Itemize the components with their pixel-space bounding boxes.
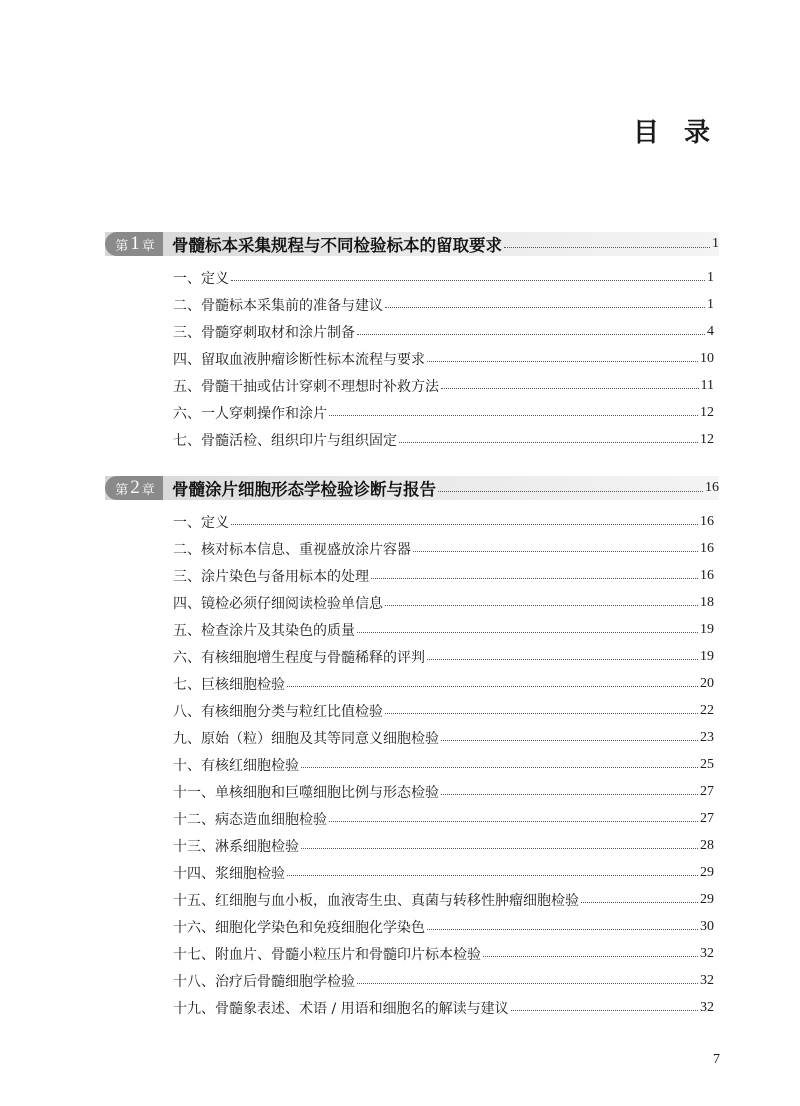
entry-label: 二、骨髓标本采集前的准备与建议 — [173, 297, 383, 314]
chapter-1 — [105, 232, 719, 453]
dot-leader — [511, 1010, 698, 1011]
entry-page-number: 19 — [700, 621, 714, 637]
entry-page-number: 25 — [700, 756, 714, 772]
chapter-title: 骨髓标本采集规程与不同检验标本的留取要求 — [172, 236, 502, 255]
dot-leader — [301, 848, 698, 849]
entry-label: 十三、淋系细胞检验 — [173, 838, 299, 855]
page-number: 7 — [713, 1052, 720, 1067]
entry-label: 一、定义 — [173, 514, 229, 531]
toc-entry[interactable] — [173, 724, 714, 751]
chapter-header[interactable] — [105, 476, 719, 500]
dot-leader — [385, 605, 698, 606]
dot-leader — [438, 491, 703, 492]
toc-entry[interactable] — [173, 345, 714, 372]
toc-entry[interactable] — [173, 318, 714, 345]
toc-entry[interactable] — [173, 562, 714, 589]
entry-page-number: 27 — [700, 783, 714, 799]
chapter-badge — [105, 476, 163, 500]
entry-page-number: 32 — [700, 999, 714, 1015]
entry-page-number: 16 — [700, 567, 714, 583]
entry-label: 九、原始（粒）细胞及其等同意义细胞检验 — [173, 730, 439, 747]
entry-label: 十一、单核细胞和巨噬细胞比例与形态检验 — [173, 784, 439, 801]
chapter-badge-number: 2 — [130, 477, 140, 498]
dot-leader — [329, 415, 698, 416]
entry-page-number: 10 — [700, 350, 714, 366]
dot-leader — [357, 334, 705, 335]
entry-page-number: 16 — [700, 540, 714, 556]
entry-label: 十八、治疗后骨髓细胞学检验 — [173, 973, 355, 990]
entry-label: 十四、浆细胞检验 — [173, 865, 285, 882]
toc-entry[interactable] — [173, 832, 714, 859]
toc-entry[interactable] — [173, 508, 714, 535]
entry-page-number: 22 — [700, 702, 714, 718]
toc-entry[interactable] — [173, 535, 714, 562]
entry-page-number: 11 — [700, 377, 714, 393]
entry-page-number: 32 — [700, 972, 714, 988]
dot-leader — [385, 713, 698, 714]
chapter-2-entries — [173, 508, 714, 1021]
dot-leader — [357, 983, 698, 984]
dot-leader — [413, 551, 698, 552]
chapter-badge-suffix: 章 — [141, 482, 155, 498]
toc-entry[interactable] — [173, 751, 714, 778]
toc-entry[interactable] — [173, 913, 714, 940]
toc-entry[interactable] — [173, 805, 714, 832]
entry-page-number: 29 — [700, 864, 714, 880]
toc-entry[interactable] — [173, 670, 714, 697]
entry-label: 十九、骨髓象表述、术语 / 用语和细胞名的解读与建议 — [173, 1000, 509, 1017]
entry-label: 三、涂片染色与备用标本的处理 — [173, 568, 369, 585]
chapter-badge — [105, 232, 163, 256]
dot-leader — [399, 442, 698, 443]
dot-leader — [357, 632, 698, 633]
entry-label: 七、骨髓活检、组织印片与组织固定 — [173, 432, 397, 449]
dot-leader — [231, 280, 705, 281]
toc-entry[interactable] — [173, 778, 714, 805]
entry-page-number: 32 — [700, 945, 714, 961]
entry-page-number: 16 — [700, 513, 714, 529]
entry-label: 四、留取血液肿瘤诊断性标本流程与要求 — [173, 351, 425, 368]
toc-entry[interactable] — [173, 264, 714, 291]
chapter-header[interactable] — [105, 232, 719, 256]
entry-page-number: 1 — [707, 269, 714, 285]
dot-leader — [483, 956, 698, 957]
entry-page-number: 19 — [700, 648, 714, 664]
dot-leader — [385, 307, 705, 308]
dot-leader — [287, 686, 698, 687]
dot-leader — [329, 821, 698, 822]
dot-leader — [427, 659, 698, 660]
toc-entry[interactable] — [173, 859, 714, 886]
dot-leader — [427, 361, 698, 362]
dot-leader — [441, 388, 699, 389]
chapter-badge-prefix: 第 — [115, 238, 129, 254]
entry-label: 八、有核细胞分类与粒红比值检验 — [173, 703, 383, 720]
entry-page-number: 30 — [700, 918, 714, 934]
entry-label: 十七、附血片、骨髓小粒压片和骨髓印片标本检验 — [173, 946, 481, 963]
toc-entry[interactable] — [173, 399, 714, 426]
entry-label: 三、骨髓穿刺取材和涂片制备 — [173, 324, 355, 341]
toc-entry[interactable] — [173, 994, 714, 1021]
toc-entry[interactable] — [173, 372, 714, 399]
entry-label: 四、镜检必须仔细阅读检验单信息 — [173, 595, 383, 612]
dot-leader — [441, 740, 698, 741]
dot-leader — [301, 767, 698, 768]
toc-entry[interactable] — [173, 886, 714, 913]
dot-leader — [504, 247, 710, 248]
toc-entry[interactable] — [173, 589, 714, 616]
toc-entry[interactable] — [173, 643, 714, 670]
entry-label: 一、定义 — [173, 270, 229, 287]
toc-entry[interactable] — [173, 616, 714, 643]
toc-entry[interactable] — [173, 697, 714, 724]
entry-label: 十、有核红细胞检验 — [173, 757, 299, 774]
entry-label: 十五、红细胞与血小板，血液寄生虫、真菌与转移性肿瘤细胞检验 — [173, 892, 579, 909]
entry-label: 七、巨核细胞检验 — [173, 676, 285, 693]
entry-label: 五、骨髓干抽或估计穿刺不理想时补救方法 — [173, 378, 439, 395]
dot-leader — [371, 578, 698, 579]
dot-leader — [231, 524, 698, 525]
chapter-page-number: 16 — [705, 480, 719, 495]
dot-leader — [287, 875, 698, 876]
chapter-badge-suffix: 章 — [141, 238, 155, 254]
entry-page-number: 27 — [700, 810, 714, 826]
entry-label: 二、核对标本信息、重视盛放涂片容器 — [173, 541, 411, 558]
entry-page-number: 28 — [700, 837, 714, 853]
toc-entry[interactable] — [173, 426, 714, 453]
dot-leader — [427, 929, 698, 930]
chapter-title: 骨髓涂片细胞形态学检验诊断与报告 — [172, 480, 436, 499]
entry-page-number: 1 — [707, 296, 714, 312]
dot-leader — [441, 794, 698, 795]
chapter-1-entries — [173, 264, 714, 453]
entry-page-number: 29 — [700, 891, 714, 907]
chapter-badge-prefix: 第 — [115, 482, 129, 498]
entry-page-number: 4 — [707, 323, 714, 339]
chapter-badge-number: 1 — [130, 233, 140, 254]
chapter-page-number: 1 — [712, 236, 719, 251]
toc-entry[interactable] — [173, 940, 714, 967]
entry-page-number: 18 — [700, 594, 714, 610]
entry-page-number: 20 — [700, 675, 714, 691]
entry-label: 五、检查涂片及其染色的质量 — [173, 622, 355, 639]
toc-entry[interactable] — [173, 967, 714, 994]
toc-entry[interactable] — [173, 291, 714, 318]
entry-page-number: 12 — [700, 431, 714, 447]
entry-label: 十二、病态造血细胞检验 — [173, 811, 327, 828]
page-title: 目 录 — [632, 118, 718, 148]
entry-label: 六、一人穿刺操作和涂片 — [173, 405, 327, 422]
entry-label: 六、有核细胞增生程度与骨髓稀释的评判 — [173, 649, 425, 666]
entry-page-number: 23 — [700, 729, 714, 745]
dot-leader — [581, 902, 698, 903]
entry-label: 十六、细胞化学染色和免疫细胞化学染色 — [173, 919, 425, 936]
chapter-2 — [105, 476, 719, 1021]
entry-page-number: 12 — [700, 404, 714, 420]
